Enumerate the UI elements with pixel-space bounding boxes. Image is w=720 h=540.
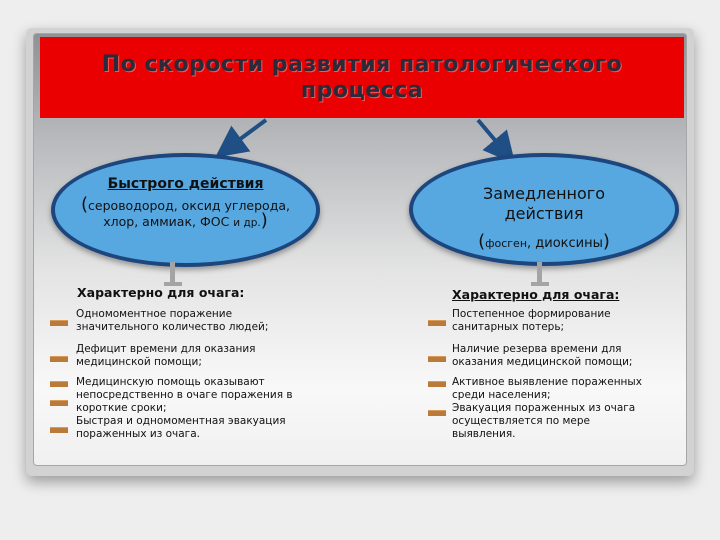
arrow-left <box>228 120 266 148</box>
bullet-marker <box>428 381 446 387</box>
bullet-marker <box>428 410 446 416</box>
right-item: Постепенное формирование санитарных потерь; <box>452 308 611 333</box>
slow-action-ellipse <box>409 153 679 266</box>
arrow-right <box>478 120 505 152</box>
left-char-heading: Характерно для очага: <box>77 285 245 300</box>
fast-action-substances: (сероводород, оксид углерода, хлор, аммиак, ФОС и др.) <box>81 194 290 231</box>
right-item: Активное выявление пораженных среди населения; Эвакуация пораженных из очага осуществляется по мере выявления. <box>452 376 642 440</box>
fast-action-ellipse <box>51 153 320 267</box>
bullet-marker <box>50 400 68 406</box>
fast-action-heading: Быстрого действия <box>107 176 264 192</box>
right-connector <box>537 262 542 284</box>
slow-action-substances: (фосген, диоксины) <box>478 231 610 252</box>
left-connector <box>170 262 175 284</box>
bullet-marker <box>428 356 446 362</box>
right-item: Наличие резерва времени для оказания медицинской помощи; <box>452 343 633 368</box>
bullet-marker <box>50 427 68 433</box>
slow-action-heading: Замедленного действия <box>482 184 605 223</box>
bullet-marker <box>428 320 446 326</box>
bullet-marker <box>50 320 68 326</box>
right-char-heading: Характерно для очага: <box>452 287 620 302</box>
right-connector-cap <box>531 282 549 286</box>
bullet-marker <box>50 356 68 362</box>
left-item: Одномоментное поражение значительного количество людей; <box>76 308 269 333</box>
left-item: Медицинскую помощь оказывают непосредственно в очаге поражения в короткие сроки; Быстрая и одномоментная эвакуация пораженных из очага. <box>76 376 293 440</box>
slide-title: По скорости развития патологического процесса <box>101 51 623 103</box>
bullet-marker <box>50 381 68 387</box>
left-item: Дефицит времени для оказания медицинской помощи; <box>76 343 256 368</box>
